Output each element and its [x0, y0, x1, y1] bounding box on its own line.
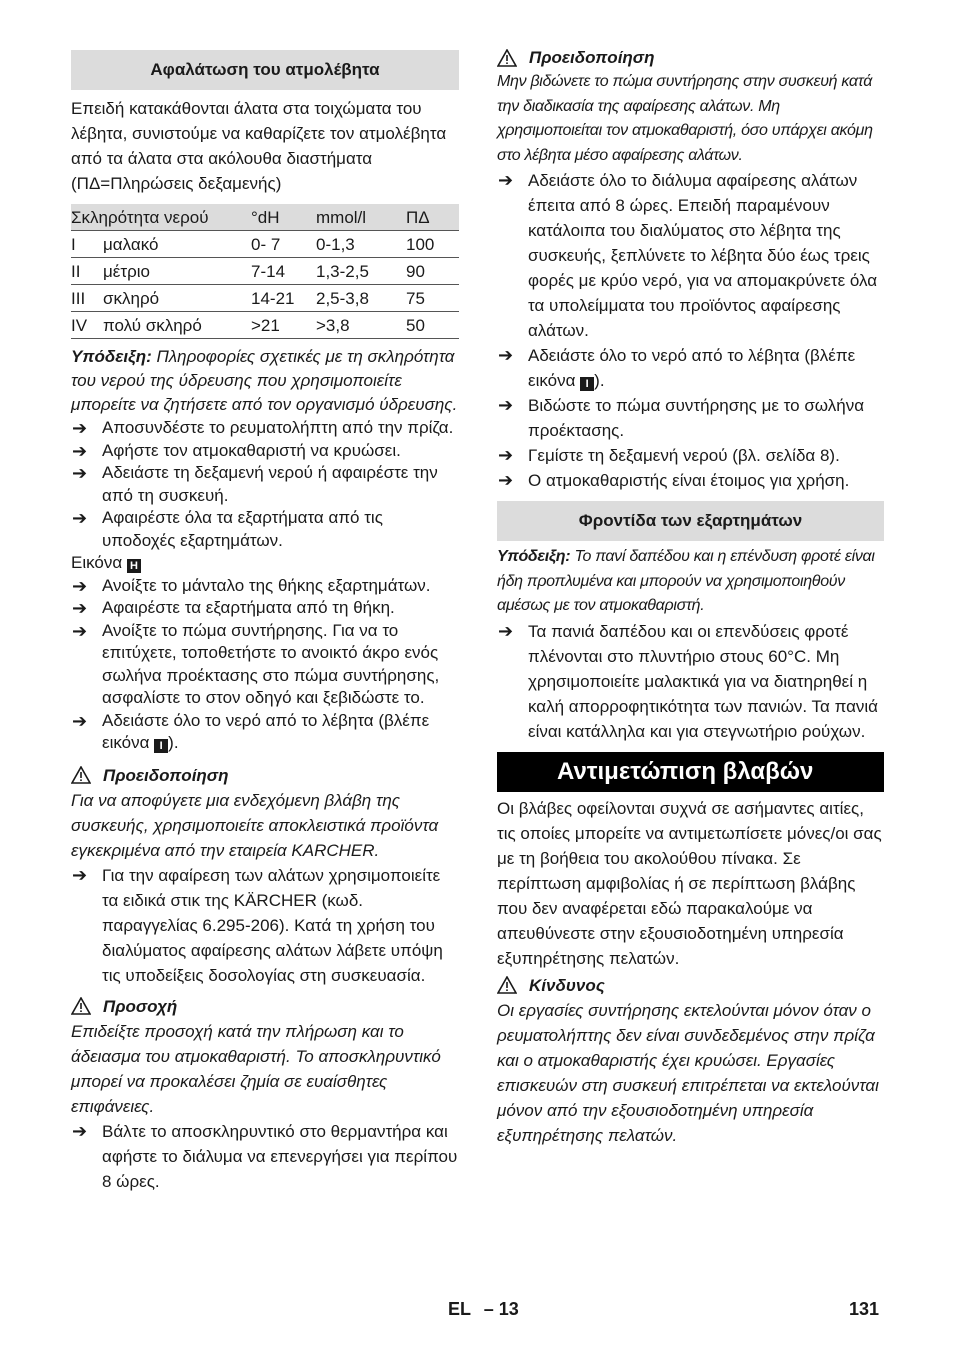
figure-marker-i: I [580, 377, 594, 391]
footer-section-label: EL – 13 [448, 1299, 519, 1319]
warning-title: Προειδοποίηση [71, 763, 459, 788]
note-label: Υπόδειξη: [497, 548, 571, 565]
washing-step [497, 619, 884, 744]
left-column [71, 50, 459, 1194]
troubleshooting-heading: Αντιμετώπιση βλαβών [497, 752, 884, 792]
table-cell: >3,8 [316, 312, 406, 339]
table-row [71, 258, 459, 285]
descaling-intro: Επειδή κατακάθονται άλατα στα τοιχώματα του λέβητα, συνιστούμε να καθαρίζετε τον ατμολέβητα από τα άλατα στα ακόλουθα διαστήματα (ΠΔ=Πληρώσεις δεξαμενής) [71, 99, 447, 193]
note-label: Υπόδειξη: [71, 347, 152, 366]
list-item: ➔ Τα πανιά δαπέδου και οι επενδύσεις φροτέ πλένονται στο πλυντήριο στους 60°C. Μη χρησιμοποιείτε μαλακτικά για να διατηρηθεί η καλή απορροφητικότητα των πανιών. Τα πανιά είναι κατάλληλα και για στεγνωτήριο ρούχων. [498, 620, 879, 741]
arrow-right-icon: ➔ [72, 440, 88, 461]
list-item: ➔ Αφαιρέστε όλα τα εξαρτήματα από τις υποδοχές εξαρτημάτων. [72, 508, 383, 550]
danger-title: Κίνδυνος [497, 973, 884, 998]
list-item: ➔ Αποσυνδέστε το ρευματολήπτη από την πρίζα. [72, 418, 454, 438]
maintenance-cap-steps [71, 575, 459, 755]
accessories-heading: Φροντίδα των εξαρτημάτων [497, 501, 884, 541]
warning-triangle-icon [497, 976, 517, 994]
table-cell: II [71, 258, 103, 285]
list-item: ➔ Ο ατμοκαθαριστής είναι έτοιμος για χρήση. [497, 468, 884, 493]
arrow-right-icon: ➔ [498, 345, 514, 365]
table-cell: 90 [406, 258, 459, 285]
right-column [497, 45, 884, 1148]
caution-block [71, 994, 459, 1119]
table-cell: 2,5-3,8 [316, 285, 406, 312]
list-item: ➔ Βάλτε το αποσκληρυντικό στο θερμαντήρα και αφήστε το διάλυμα να επενεργήσει για περίπου 8 ώρες. [72, 1120, 458, 1191]
table-row [71, 231, 459, 258]
list-item: ➔ Βιδώστε το πώμα συντήρησης με το σωλήνα προέκτασης. [498, 395, 865, 440]
table-cell: 0- 7 [251, 231, 316, 258]
arrow-right-icon: ➔ [498, 470, 514, 490]
table-cell: 7-14 [251, 258, 316, 285]
caution-title: Προσοχή [71, 994, 459, 1019]
arrow-right-icon: ➔ [72, 508, 88, 528]
danger-body: Οι εργασίες συντήρησης εκτελούνται μόνον όταν ο ρευματολήπτης δεν είναι συνδεδεμένος στην πρίζα και ο ατμοκαθαριστής έχει κρυώσει. Εργασίες επισκευών στη συσκευή επιτρέπεται να εκτελούνται μόνον από την εξουσιοδοτημένη υπηρεσία εξυπηρέτησης πελατών. [497, 1000, 879, 1145]
descaling-heading: Αφαλάτωση του ατμολέβητα [71, 50, 459, 90]
figure-marker-i: I [154, 739, 168, 753]
list-item: ➔ Αδειάστε όλο το διάλυμα αφαίρεσης αλάτων έπειτα από 8 ώρες. Επειδή παραμένουν κατάλοιπα του διαλύματος στο λέβητα της συσκευής, ξεπλύνετε το λέβητα δύο έως τρεις φορές με κρύο νερό, για να απομακρύνετε όλα τα υπολείμματα του προϊόντος αφαίρεσης αλάτων. [498, 170, 878, 340]
list-item: ➔ Για την αφαίρεση των αλάτων χρησιμοποιείτε τα ειδικά στικ της KÄRCHER (κωδ. παραγγελίας 6.295-206). Κατά τη χρήση του διαλύματος αφαίρεσης αλάτων λάβετε υπόψη τις υποδείξεις δοσολογίας στη συσκευασία. [72, 864, 443, 985]
arrow-right-icon: ➔ [498, 620, 514, 641]
arrow-right-icon: ➔ [72, 710, 88, 731]
arrow-right-icon: ➔ [498, 445, 514, 465]
table-cell: IV [71, 312, 103, 339]
list-item: ➔ Γεμίστε τη δεξαμενή νερού (βλ. σελίδα 8). [497, 443, 884, 468]
table-cell: 50 [406, 312, 459, 339]
table-header: Σκληρότητα νερού [71, 204, 251, 231]
list-item: ➔ Αφήστε τον ατμοκαθαριστή να κρυώσει. [72, 440, 401, 461]
table-cell: 100 [406, 231, 459, 258]
warning-title: Προειδοποίηση [497, 45, 884, 70]
warning-triangle-icon [71, 997, 91, 1015]
table-cell: 75 [406, 285, 459, 312]
table-cell: πολύ σκληρό [103, 312, 251, 339]
warning-block [71, 763, 459, 863]
arrow-right-icon: ➔ [498, 395, 514, 415]
rinse-steps [497, 168, 884, 493]
list-item: ➔ Ανοίξτε το μάνταλο της θήκης εξαρτημάτων. [72, 575, 431, 596]
table-row [71, 285, 459, 312]
arrow-right-icon: ➔ [72, 620, 88, 641]
accessories-note [497, 545, 884, 619]
list-item: ➔ Αδειάστε όλο το νερό από το λέβητα (βλέπε εικόνα I ). [72, 710, 430, 752]
page-number: 131 [849, 1299, 880, 1319]
arrow-right-icon: ➔ [72, 575, 88, 596]
table-cell: >21 [251, 312, 316, 339]
arrow-right-icon: ➔ [72, 463, 88, 483]
heater-step [71, 1119, 459, 1194]
arrow-right-icon: ➔ [72, 864, 88, 885]
list-item: ➔ Ανοίξτε το πώμα συντήρησης. Για να το επιτύχετε, τοποθετήστε το ανοικτό άκρο ενός σωλήνα προέκτασης στο πώμα συντήρησης, ασφαλίστε το στον οδηγό και ξεβιδώστε το. [72, 620, 440, 707]
arrow-right-icon: ➔ [498, 170, 514, 190]
preparation-steps [71, 417, 459, 552]
list-item: ➔ Αδειάστε τη δεξαμενή νερού ή αφαιρέστε την από τη συσκευή. [72, 463, 438, 505]
arrow-right-icon: ➔ [72, 418, 88, 438]
list-item: ➔ Αδειάστε όλο το νερό από το λέβητα (βλέπε εικόνα I ). [498, 345, 856, 390]
warning-triangle-icon [497, 49, 517, 67]
table-row [71, 312, 459, 339]
warning-body: Για να αποφύγετε μια ενδεχόμενη βλάβη της συσκευής, χρησιμοποιείτε αποκλειστικά προϊόντα εγκεκριμένα από την εταιρεία KARCHER. [71, 790, 439, 860]
warning-triangle-icon [71, 766, 91, 784]
table-cell: 1,3-2,5 [316, 258, 406, 285]
table-cell: σκληρό [103, 285, 251, 312]
table-cell: μαλακό [103, 231, 251, 258]
arrow-right-icon: ➔ [72, 1120, 88, 1141]
descaler-step [71, 863, 459, 988]
figure-marker-h: H [127, 559, 141, 573]
table-header: mmol/l [316, 204, 406, 231]
danger-block [497, 973, 884, 1148]
warning-body: Μην βιδώνετε το πώμα συντήρησης στην συσκευή κατά την διαδικασία της αφαίρεσης αλάτων. Μη χρησιμοποιείται τον ατμοκαθαριστή, όσο υπάρχει ακόμη στο λέβητα μέσο αφαίρεσης αλάτων. [497, 73, 873, 164]
table-cell: I [71, 231, 103, 258]
table-cell: 14-21 [251, 285, 316, 312]
caution-body: Επιδείξτε προσοχή κατά την πλήρωση και το άδειασμα του ατμοκαθαριστή. Το αποσκληρυντικό μπορεί να προκαλέσει ζημία σε ευαίσθητες επιφάνειες. [71, 1021, 441, 1116]
table-cell: 0-1,3 [316, 231, 406, 258]
table-cell: μέτριο [103, 258, 251, 285]
arrow-right-icon: ➔ [72, 598, 88, 618]
water-hardness-table [71, 204, 459, 339]
figure-reference: Εικόνα H [71, 552, 459, 575]
note-text: Το πανί δαπέδου και η επένδυση φροτέ είναι ήδη προπλυμένα και μπορούν να χρησιμοποιηθούν αμέσως με τον ατμοκαθαριστή. [497, 548, 875, 614]
table-cell: III [71, 285, 103, 312]
troubleshooting-intro: Οι βλάβες οφείλονται συχνά σε ασήμαντες αιτίες, τις οποίες μπορείτε να αντιμετωπίσετε μόνες/οι σας με τη βοήθεια του ακολούθου πίνακα. Σε περίπτωση αμφιβολίας ή σε περίπτωση βλάβης που δεν αναφέρεται εδώ παρακαλούμε να απευθύνεστε στην εξουσιοδοτημένη υπηρεσία εξυπηρέτησης πελατών. [497, 798, 882, 968]
table-header-row [71, 204, 459, 231]
table-header: ΠΔ [406, 204, 459, 231]
warning-block [497, 45, 884, 168]
list-item: ➔ Αφαιρέστε τα εξαρτήματα από τη θήκη. [72, 598, 395, 618]
water-hardness-note [71, 345, 459, 417]
note-text: Πληροφορίες σχετικές με τη σκληρότητα του νερού της ύδρευσης που χρησιμοποιείτε μπορείτε να ζητήσετε από τον οργανισμό ύδρευσης. [71, 347, 458, 414]
table-header: °dH [251, 204, 316, 231]
